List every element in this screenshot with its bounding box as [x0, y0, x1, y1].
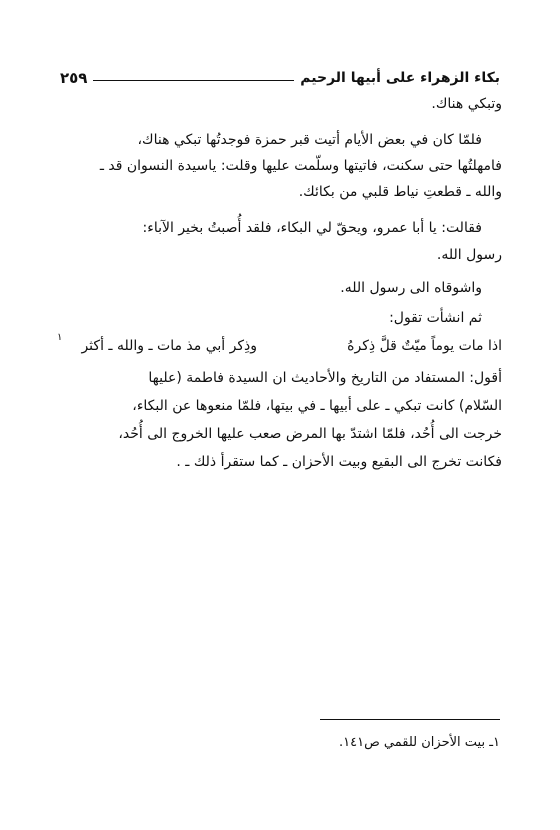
commentary-line: خرجت الى أُحُد، فلمّا اشتدّ بها المرض صعب عليها الخروج الى أُحُد، — [118, 426, 502, 442]
footnote-separator — [320, 719, 500, 720]
body-line: واشوقاه الى رسول الله. — [340, 280, 482, 296]
running-header — [60, 66, 500, 90]
body-line: فلمّا كان في بعض الأيام أتيت قبر حمزة فوجدتُها تبكي هناك، — [137, 132, 482, 148]
commentary-line: فكانت تخرج الى البقيع وبيت الأحزان ـ كما ستقرأ ذلك ـ . — [176, 454, 502, 470]
body-line: ثم انشأت تقول: — [389, 310, 482, 326]
body-line: فامهلتُها حتى سكنت، فاتيتها وسلّمت عليها وقلت: ياسيدة النسوان قد ـ — [99, 158, 502, 174]
body-line: فقالت: يا أبا عمرو، ويحقّ لي البكاء، فلقد أُصبتُ بخير الآباء: — [142, 220, 482, 236]
body-line: وتبكي هناك. — [431, 96, 502, 112]
commentary-line: أقول: المستفاد من التاريخ والأحاديث ان السيدة فاطمة (عليها — [148, 370, 502, 386]
footnote-marker: ١ — [57, 332, 63, 343]
chapter-title: بكاء الزهراء على أبيها الرحيم — [300, 70, 500, 86]
body-line: والله ـ قطعتِ نياط قلبي من بكائك. — [298, 184, 502, 200]
header-rule — [93, 80, 294, 81]
body-line: رسول الله. — [436, 247, 502, 263]
poem-verse — [57, 332, 502, 364]
verse-hemistich-1: اذا مات يوماً ميّتٌ قلَّ ذِكرهُ — [347, 338, 502, 354]
page-number: ٢٥٩ — [60, 69, 88, 87]
commentary-line: السّلام) كانت تبكي ـ على أبيها ـ في بيتها، فلمّا منعوها عن البكاء، — [132, 398, 502, 414]
verse-hemistich-2: وذِكر أبي مذ مات ـ والله ـ أكثر — [81, 338, 257, 354]
footnote-text: ١ـ بيت الأحزان للقمي ص١٤١. — [338, 735, 500, 750]
